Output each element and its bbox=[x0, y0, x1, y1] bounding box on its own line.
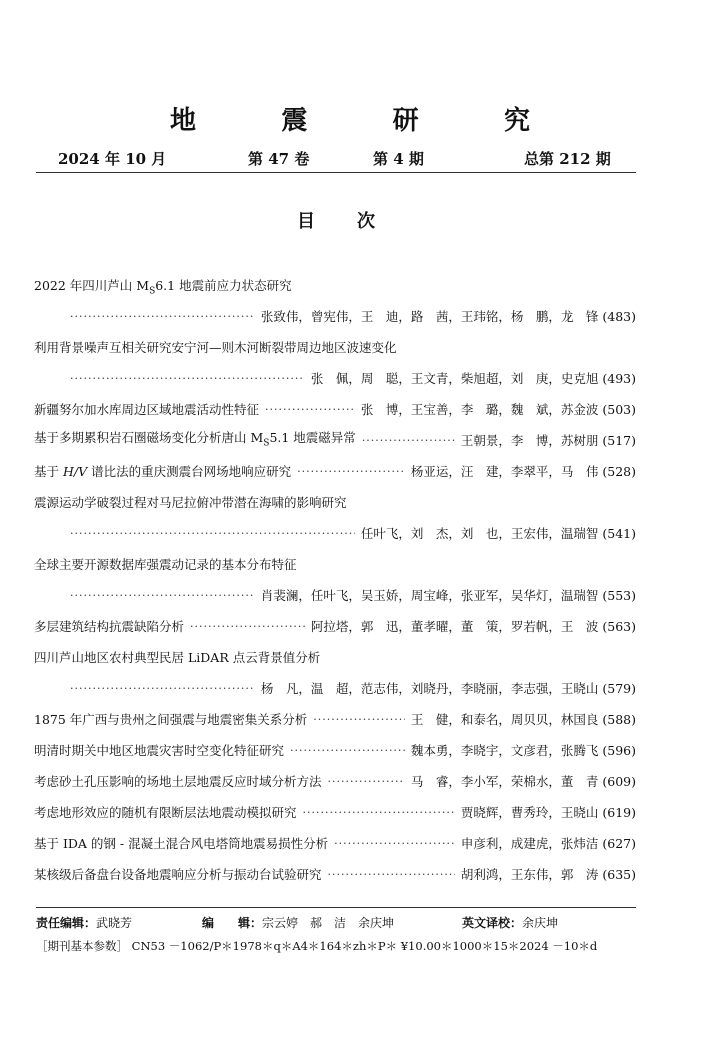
toc-entry[interactable] bbox=[34, 859, 636, 890]
leader-dots bbox=[290, 735, 405, 766]
parameters-label: ［期刊基本参数］ bbox=[36, 939, 128, 953]
article-page: (579) bbox=[602, 681, 636, 696]
translator-name: 余庆坤 bbox=[522, 916, 559, 930]
article-authors: 张致伟，曾宪伟，王 迪，路 茜，王玮铭，杨 鹏，龙 锋 bbox=[260, 309, 599, 324]
leader-dots bbox=[297, 456, 405, 487]
leader-dots bbox=[328, 859, 455, 890]
toc-entry[interactable] bbox=[34, 611, 636, 642]
leader-dots bbox=[303, 797, 455, 828]
article-title bbox=[34, 270, 636, 301]
leader-dots bbox=[362, 425, 455, 456]
article-authors: 申彦利，成建虎，张炜洁 bbox=[460, 836, 599, 851]
article-page: (588) bbox=[602, 712, 636, 727]
toc-heading-char: 目 bbox=[297, 211, 315, 232]
leader-dots bbox=[265, 394, 355, 425]
journal-title-char: 地 bbox=[170, 106, 197, 136]
editors bbox=[202, 914, 394, 931]
issue-number: 第 4 期 bbox=[373, 150, 424, 168]
article-title: 某核级后备盘台设备地震响应分析与振动台试验研究 bbox=[34, 867, 322, 882]
article-page: (596) bbox=[602, 743, 636, 758]
article-page: (563) bbox=[602, 619, 636, 634]
issue-date: 2024 年 10 月 bbox=[58, 150, 167, 168]
article-title: 多层建筑结构抗震缺陷分析 bbox=[34, 619, 185, 634]
title-text: 基于 bbox=[34, 464, 63, 479]
toc-entry[interactable] bbox=[34, 487, 636, 549]
article-page: (553) bbox=[602, 588, 636, 603]
toc-entry[interactable] bbox=[34, 394, 636, 425]
toc-entry[interactable] bbox=[34, 332, 636, 394]
journal-title-char: 究 bbox=[503, 106, 530, 136]
english-translator bbox=[462, 914, 558, 931]
author-line bbox=[34, 673, 636, 704]
article-title bbox=[34, 456, 291, 487]
header-divider bbox=[36, 172, 636, 173]
toc-entry[interactable] bbox=[34, 766, 636, 797]
article-page: (503) bbox=[602, 402, 636, 417]
article-title bbox=[34, 422, 356, 460]
leader-dots bbox=[70, 580, 255, 611]
leader-dots bbox=[70, 363, 305, 394]
toc-entry[interactable] bbox=[34, 549, 636, 611]
translator-label: 英文译校： bbox=[462, 916, 523, 930]
chief-editor-name: 武晓芳 bbox=[96, 916, 133, 930]
article-authors: 阿拉塔，郭 迅，董孝曜，董 策，罗若帆，王 波 bbox=[310, 619, 599, 634]
title-text: 谱比法的重庆测震台网场地响应研究 bbox=[87, 464, 292, 479]
toc-heading-char: 次 bbox=[357, 211, 375, 232]
title-text: 基于多期累积岩石圈磁场变化分析唐山 M bbox=[34, 429, 264, 445]
leader-dots bbox=[313, 704, 405, 735]
leader-dots bbox=[70, 673, 255, 704]
article-authors: 杨亚运，汪 建，李翠平，马 伟 bbox=[410, 464, 599, 479]
toc-heading bbox=[297, 207, 375, 233]
author-line bbox=[34, 518, 636, 549]
article-authors: 张 佩，周 聪，王文青，柴旭超，刘 庚，史克旭 bbox=[310, 371, 599, 386]
article-page: (609) bbox=[602, 774, 636, 789]
author-line bbox=[34, 363, 636, 394]
journal-title-char: 研 bbox=[392, 106, 419, 136]
journal-title-char: 震 bbox=[281, 106, 308, 136]
total-issue-number: 总第 212 期 bbox=[524, 150, 611, 168]
article-authors: 马 睿，李小军，荣棉水，董 青 bbox=[410, 774, 599, 789]
chief-editor bbox=[36, 914, 132, 931]
article-page: (528) bbox=[602, 464, 636, 479]
title-text: 6.1 地震前应力状态研究 bbox=[155, 278, 292, 293]
article-title: 四川芦山地区农村典型民居 LiDAR 点云背景值分析 bbox=[34, 650, 321, 665]
article-page: (517) bbox=[602, 433, 636, 448]
article-page: (627) bbox=[602, 836, 636, 851]
article-authors: 杨 凡，温 超，范志伟，刘晓丹，李晓丽，李志强，王晓山 bbox=[260, 681, 599, 696]
toc-entry[interactable] bbox=[34, 270, 636, 332]
article-title: 新疆努尔加水库周边区域地震活动性特征 bbox=[34, 402, 260, 417]
article-title: 全球主要开源数据库强震动记录的基本分布特征 bbox=[34, 557, 297, 572]
article-page: (493) bbox=[602, 371, 636, 386]
article-title: 考虑地形效应的随机有限断层法地震动模拟研究 bbox=[34, 805, 297, 820]
leader-dots bbox=[70, 518, 355, 549]
title-subscript: S bbox=[149, 286, 156, 297]
article-page: (619) bbox=[602, 805, 636, 820]
toc-entry[interactable] bbox=[34, 642, 636, 704]
article-authors: 王 健，和泰名，周贝贝，林国良 bbox=[410, 712, 599, 727]
article-title: 基于 IDA 的钢 - 混凝土混合风电塔筒地震易损性分析 bbox=[34, 836, 329, 851]
article-page: (483) bbox=[602, 309, 636, 324]
title-text: 5.1 地震磁异常 bbox=[269, 429, 356, 445]
journal-title bbox=[170, 100, 530, 137]
article-authors: 魏本勇，李晓宇，文彦君，张腾飞 bbox=[410, 743, 599, 758]
article-authors: 王朝景，李 博，苏树朋 bbox=[460, 433, 599, 448]
title-text: 2022 年四川芦山 M bbox=[34, 278, 150, 293]
leader-dots bbox=[70, 301, 255, 332]
article-title: 考虑砂土孔压影响的场地土层地震反应时域分析方法 bbox=[34, 774, 322, 789]
article-title: 1875 年广西与贵州之间强震与地震密集关系分析 bbox=[34, 712, 308, 727]
editor-label: 编 辑： bbox=[202, 916, 263, 930]
toc-entry[interactable] bbox=[34, 828, 636, 859]
leader-dots bbox=[328, 766, 405, 797]
article-title: 利用背景噪声互相关研究安宁河—则木河断裂带周边地区波速变化 bbox=[34, 340, 397, 355]
title-italic: H/V bbox=[62, 464, 88, 479]
leader-dots bbox=[190, 611, 305, 642]
author-line bbox=[34, 580, 636, 611]
footer-divider bbox=[36, 907, 636, 908]
toc-entry[interactable] bbox=[34, 425, 636, 456]
toc-entry[interactable] bbox=[34, 456, 636, 487]
author-line bbox=[34, 301, 636, 332]
leader-dots bbox=[334, 828, 455, 859]
article-page: (541) bbox=[602, 526, 636, 541]
article-authors: 肖裴澜，任叶飞，吴玉娇，周宝峰，张亚军，吴华灯，温瑞智 bbox=[260, 588, 599, 603]
toc-entry[interactable] bbox=[34, 704, 636, 735]
journal-parameters bbox=[36, 938, 636, 954]
article-authors: 胡利鸿，王东伟，郭 涛 bbox=[460, 867, 599, 882]
article-authors: 贾晓辉，曹秀玲，王晓山 bbox=[460, 805, 599, 820]
toc-entries bbox=[34, 270, 636, 890]
title-subscript: S bbox=[263, 438, 270, 449]
chief-editor-label: 责任编辑： bbox=[36, 916, 97, 930]
article-authors: 任叶飞，刘 杰，刘 也，王宏伟，温瑞智 bbox=[360, 526, 599, 541]
volume-number: 第 47 卷 bbox=[248, 150, 310, 168]
toc-entry[interactable] bbox=[34, 735, 636, 766]
article-authors: 张 博，王宝善，李 璐，魏 斌，苏金波 bbox=[360, 402, 599, 417]
article-page: (635) bbox=[602, 867, 636, 882]
editor-names: 宗云婷 郝 洁 余庆坤 bbox=[262, 916, 395, 930]
article-title: 明清时期关中地区地震灾害时空变化特征研究 bbox=[34, 743, 285, 758]
toc-entry[interactable] bbox=[34, 797, 636, 828]
article-title: 震源运动学破裂过程对马尼拉俯冲带潜在海啸的影响研究 bbox=[34, 495, 347, 510]
parameters-value: CN53 －1062/P＊1978＊q＊A4＊164＊zh＊P＊ ¥10.00＊1000＊15＊2024 －10＊d bbox=[131, 939, 598, 953]
